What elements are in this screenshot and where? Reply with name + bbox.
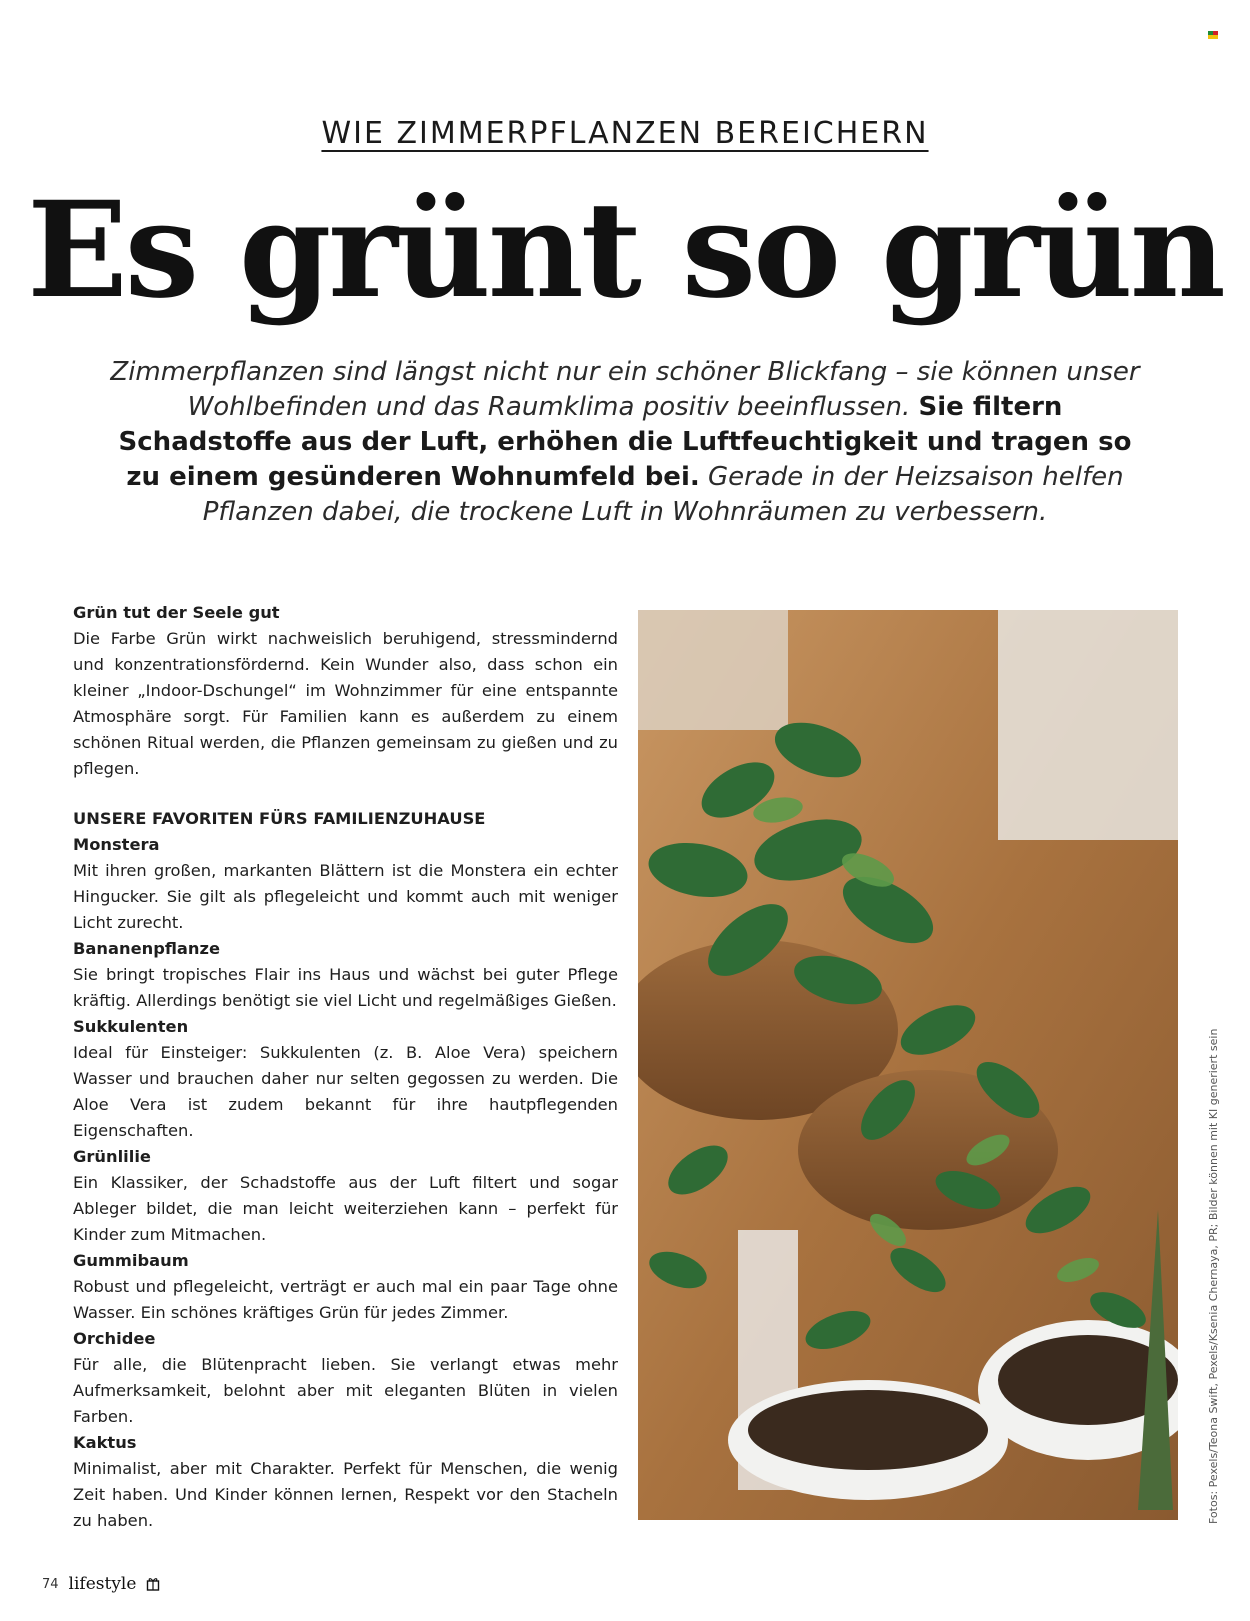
section-heading: Grün tut der Seele gut: [73, 603, 280, 622]
corner-flag-icon: [1208, 31, 1218, 39]
plant-name: Gummibaum: [73, 1251, 189, 1270]
plant-name: Kaktus: [73, 1433, 137, 1452]
plant-description: Für alle, die Blütenpracht lieben. Sie verlangt etwas mehr Aufmerksamkeit, belohnt aber mit eleganten Blüten in vielen Farben.: [73, 1355, 618, 1426]
page-number: 74: [42, 1576, 59, 1592]
plant-description: Mit ihren großen, markanten Blättern ist die Monstera ein echter Hingucker. Sie gilt als pflegeleicht und kommt auch mit weniger Licht zurecht.: [73, 861, 618, 932]
plants-photo: [638, 610, 1178, 1520]
plant-name: Bananenpflanze: [73, 939, 221, 958]
kicker-text: WIE ZIMMERPFLANZEN BEREICHERN: [321, 116, 929, 151]
plant-name: Orchidee: [73, 1329, 156, 1348]
article-kicker: [0, 116, 1250, 151]
section-paragraph: Die Farbe Grün wirkt nachweislich beruhigend, stressmindernd und konzentrationsfördernd. Kein Wunder also, dass schon ein kleiner „Indoor-Dschungel“ im Wohnzimmer für eine entspannte Atmosphäre sorgt. Für Familien kann es außerdem zu einem schönen Ritual werden, die Pflanzen gemeinsam zu gießen und zu pflegen.: [73, 629, 618, 778]
plant-description: Sie bringt tropisches Flair ins Haus und wächst bei guter Pflege kräftig. Allerdings benötigt sie viel Licht und regelmäßiges Gießen.: [73, 965, 618, 1010]
plant-description: Robust und pflegeleicht, verträgt er auch mal ein paar Tage ohne Wasser. Ein schönes kräftiges Grün für jedes Zimmer.: [73, 1277, 618, 1322]
plant-description: Ideal für Einsteiger: Sukkulenten (z. B. Aloe Vera) speichern Wasser und brauchen daher nur selten gegossen zu werden. Die Aloe Vera ist zudem bekannt für ihre hautpflegenden Eigenschaften.: [73, 1043, 618, 1140]
plants-illustration: [638, 610, 1178, 1520]
intro-text-1: Zimmerpflanzen sind längst nicht nur ein schöner Blickfang – sie können unser Wohlbefinden und das Raumklima positiv beeinflussen.: [110, 357, 1140, 422]
article-body: [73, 600, 618, 1534]
page-footer: [42, 1572, 160, 1596]
intro-text-2: Gerade in der Heizsaison helfen Pflanzen dabei, die trockene Luft in Wohnräumen zu verbessern.: [202, 462, 1124, 527]
photo-credit: Fotos: Pexels/Teona Swift, Pexels/Ksenia Chernaya, PR; Bilder können mit KI generiert sein: [1207, 1028, 1220, 1524]
plant-description: Ein Klassiker, der Schadstoffe aus der Luft filtert und sogar Ableger bildet, die man leicht weiterziehen kann – perfekt für Kinder zum Mitmachen.: [73, 1173, 618, 1244]
plant-name: Sukkulenten: [73, 1017, 189, 1036]
article-intro: [110, 355, 1140, 530]
favorites-heading: UNSERE FAVORITEN FÜRS FAMILIENZUHAUSE: [73, 809, 486, 828]
article-headline: Es grünt so grün: [27, 173, 1223, 328]
plant-name: Monstera: [73, 835, 160, 854]
brand-name: lifestyle: [68, 1574, 137, 1594]
plant-description: Minimalist, aber mit Charakter. Perfekt für Menschen, die wenig Zeit haben. Und Kinder können lernen, Respekt vor den Stacheln zu haben.: [73, 1459, 618, 1530]
gift-box-icon: [146, 1577, 160, 1591]
plant-name: Grünlilie: [73, 1147, 151, 1166]
intro-bold-text: Sie filtern Schadstoffe aus der Luft, erhöhen die Luftfeuchtigkeit und tragen so zu einem gesünderen Wohnumfeld bei.: [118, 392, 1132, 492]
